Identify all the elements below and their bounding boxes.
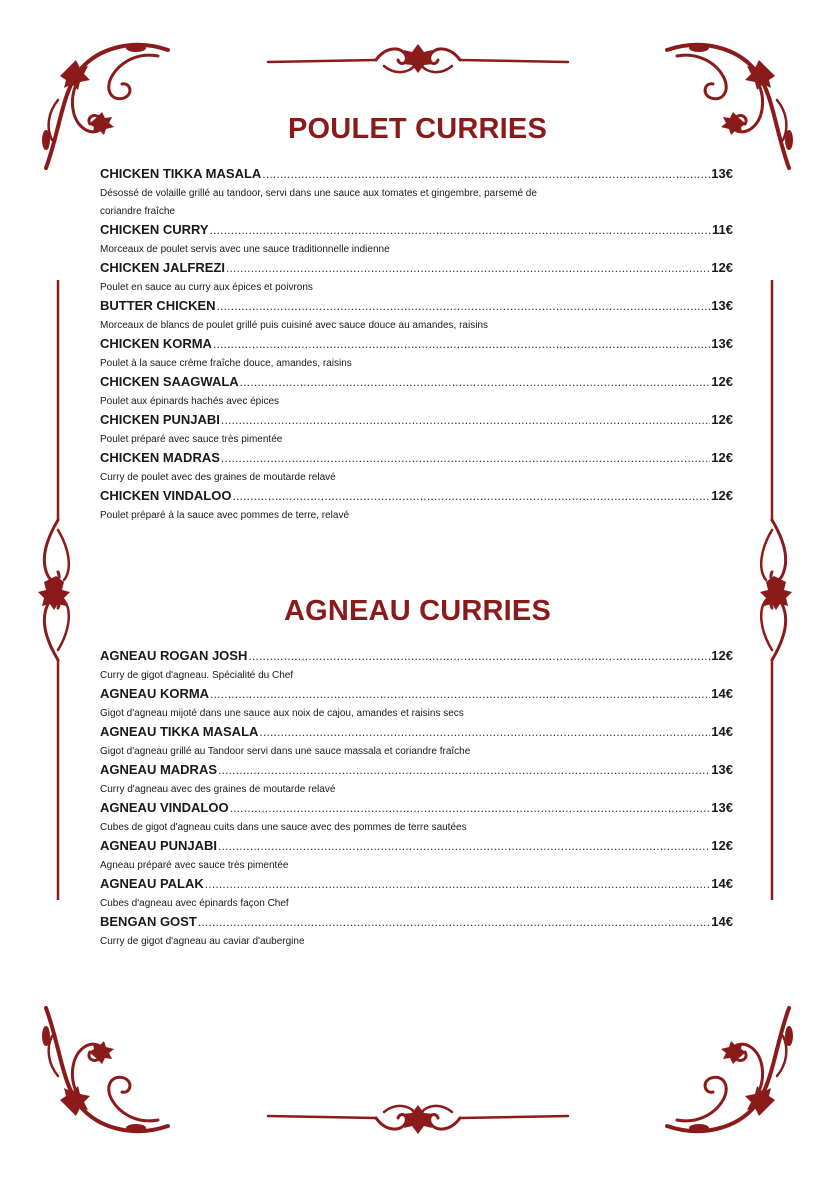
dot-leader bbox=[218, 839, 710, 853]
dot-leader bbox=[221, 451, 710, 465]
left-side-border bbox=[36, 280, 76, 900]
menu-item bbox=[100, 488, 733, 526]
dish-name: BUTTER CHICKEN bbox=[100, 298, 216, 313]
menu-item bbox=[100, 166, 733, 222]
corner-ornament-top-left bbox=[38, 40, 173, 172]
dish-name: AGNEAU TIKKA MASALA bbox=[100, 724, 259, 739]
dish-description: Curry de gigot d'agneau au caviar d'aubergine bbox=[100, 936, 305, 947]
dish-description: Cubes de gigot d'agneau cuits dans une sauce avec des pommes de terre sautées bbox=[100, 822, 467, 833]
dot-leader bbox=[232, 489, 710, 503]
dish-name: AGNEAU KORMA bbox=[100, 686, 210, 701]
dish-description: Poulet en sauce au curry aux épices et poivrons bbox=[100, 282, 313, 293]
dish-price: 13€ bbox=[711, 166, 733, 181]
dish-description: Agneau préparé avec sauce très pimentée bbox=[100, 860, 289, 871]
section-title-poulet: POULET CURRIES bbox=[288, 113, 547, 145]
dish-name: AGNEAU PUNJABI bbox=[100, 838, 218, 853]
dish-description: Curry d'agneau avec des graines de moutarde relavé bbox=[100, 784, 336, 795]
dish-name: BENGAN GOST bbox=[100, 914, 197, 929]
dot-leader bbox=[210, 687, 710, 701]
menu-item bbox=[100, 724, 733, 762]
dish-name: AGNEAU MADRAS bbox=[100, 762, 217, 777]
top-flourish-divider bbox=[266, 40, 570, 80]
menu-item bbox=[100, 412, 733, 450]
dish-description: Curry de gigot d'agneau. Spécialité du Chef bbox=[100, 670, 294, 681]
right-side-border bbox=[754, 280, 794, 900]
dish-name: CHICKEN KORMA bbox=[100, 336, 212, 351]
dish-price: 12€ bbox=[711, 488, 733, 503]
menu-item bbox=[100, 260, 733, 298]
dish-description: Cubes d'agneau avec épinards façon Chef bbox=[100, 898, 289, 909]
dish-name: CHICKEN VINDALOO bbox=[100, 488, 232, 503]
dot-leader bbox=[198, 915, 711, 929]
dish-price: 12€ bbox=[711, 838, 733, 853]
dish-name: AGNEAU PALAK bbox=[100, 876, 204, 891]
dish-description: Poulet à la sauce crème fraîche douce, amandes, raisins bbox=[100, 358, 352, 369]
dot-leader bbox=[248, 649, 710, 663]
dish-description: Désossé de volaille grillé au tandoor, servi dans une sauce aux tomates et gingembre, parsemé de coriandre fraîche bbox=[100, 188, 537, 217]
menu-item bbox=[100, 298, 733, 336]
dish-price: 12€ bbox=[711, 648, 733, 663]
corner-ornament-bottom-left bbox=[38, 1004, 173, 1136]
dish-price: 13€ bbox=[711, 762, 733, 777]
dish-description: Gigot d'agneau mijoté dans une sauce aux noix de cajou, amandes et raisins secs bbox=[100, 708, 464, 719]
corner-ornament-bottom-right bbox=[662, 1004, 797, 1136]
dot-leader bbox=[205, 877, 711, 891]
dish-description: Morceaux de blancs de poulet grillé puis cuisiné avec sauce douce au amandes, raisins bbox=[100, 320, 489, 331]
dot-leader bbox=[213, 337, 710, 351]
menu-item bbox=[100, 450, 733, 488]
menu-item bbox=[100, 648, 733, 686]
dish-name: CHICKEN MADRAS bbox=[100, 450, 220, 465]
dish-price: 12€ bbox=[711, 260, 733, 275]
dot-leader bbox=[218, 763, 710, 777]
dish-name: CHICKEN SAAGWALA bbox=[100, 374, 239, 389]
menu-item bbox=[100, 762, 733, 800]
dish-description: Poulet aux épinards hachés avec épices bbox=[100, 396, 280, 407]
dot-leader bbox=[217, 299, 711, 313]
dot-leader bbox=[240, 375, 711, 389]
menu-item bbox=[100, 336, 733, 374]
dot-leader bbox=[230, 801, 711, 815]
dish-description: Poulet préparé à la sauce avec pommes de terre, relavé bbox=[100, 510, 350, 521]
menu-item bbox=[100, 914, 733, 952]
dish-price: 13€ bbox=[711, 336, 733, 351]
dish-name: CHICKEN PUNJABI bbox=[100, 412, 220, 427]
dish-name: CHICKEN JALFREZI bbox=[100, 260, 225, 275]
dot-leader bbox=[210, 223, 711, 237]
dot-leader bbox=[262, 167, 710, 181]
menu-item bbox=[100, 374, 733, 412]
menu-item bbox=[100, 838, 733, 876]
dish-price: 14€ bbox=[711, 914, 733, 929]
dish-name: CHICKEN CURRY bbox=[100, 222, 209, 237]
menu-list-poulet bbox=[100, 166, 733, 526]
dot-leader bbox=[221, 413, 710, 427]
dot-leader bbox=[259, 725, 710, 739]
section-title-agneau: AGNEAU CURRIES bbox=[283, 595, 552, 627]
menu-item bbox=[100, 800, 733, 838]
dish-description: Gigot d'agneau grillé au Tandoor servi dans une sauce massala et coriandre fraîche bbox=[100, 746, 471, 757]
dish-name: AGNEAU ROGAN JOSH bbox=[100, 648, 248, 663]
dish-price: 13€ bbox=[711, 800, 733, 815]
menu-item bbox=[100, 876, 733, 914]
dish-price: 14€ bbox=[711, 686, 733, 701]
bottom-flourish-divider bbox=[266, 1098, 570, 1138]
dish-name: AGNEAU VINDALOO bbox=[100, 800, 229, 815]
dish-name: CHICKEN TIKKA MASALA bbox=[100, 166, 262, 181]
dish-price: 11€ bbox=[712, 222, 733, 237]
dot-leader bbox=[226, 261, 710, 275]
dish-price: 12€ bbox=[711, 450, 733, 465]
dish-price: 14€ bbox=[711, 724, 733, 739]
dish-description: Poulet préparé avec sauce très pimentée bbox=[100, 434, 283, 445]
menu-list-agneau bbox=[100, 648, 733, 952]
menu-item bbox=[100, 686, 733, 724]
dish-price: 13€ bbox=[711, 298, 733, 313]
dish-price: 12€ bbox=[711, 374, 733, 389]
dish-price: 12€ bbox=[711, 412, 733, 427]
corner-ornament-top-right bbox=[662, 40, 797, 172]
dish-description: Morceaux de poulet servis avec une sauce traditionnelle indienne bbox=[100, 244, 390, 255]
dish-price: 14€ bbox=[711, 876, 733, 891]
dish-description: Curry de poulet avec des graines de moutarde relavé bbox=[100, 472, 336, 483]
menu-item bbox=[100, 222, 733, 260]
